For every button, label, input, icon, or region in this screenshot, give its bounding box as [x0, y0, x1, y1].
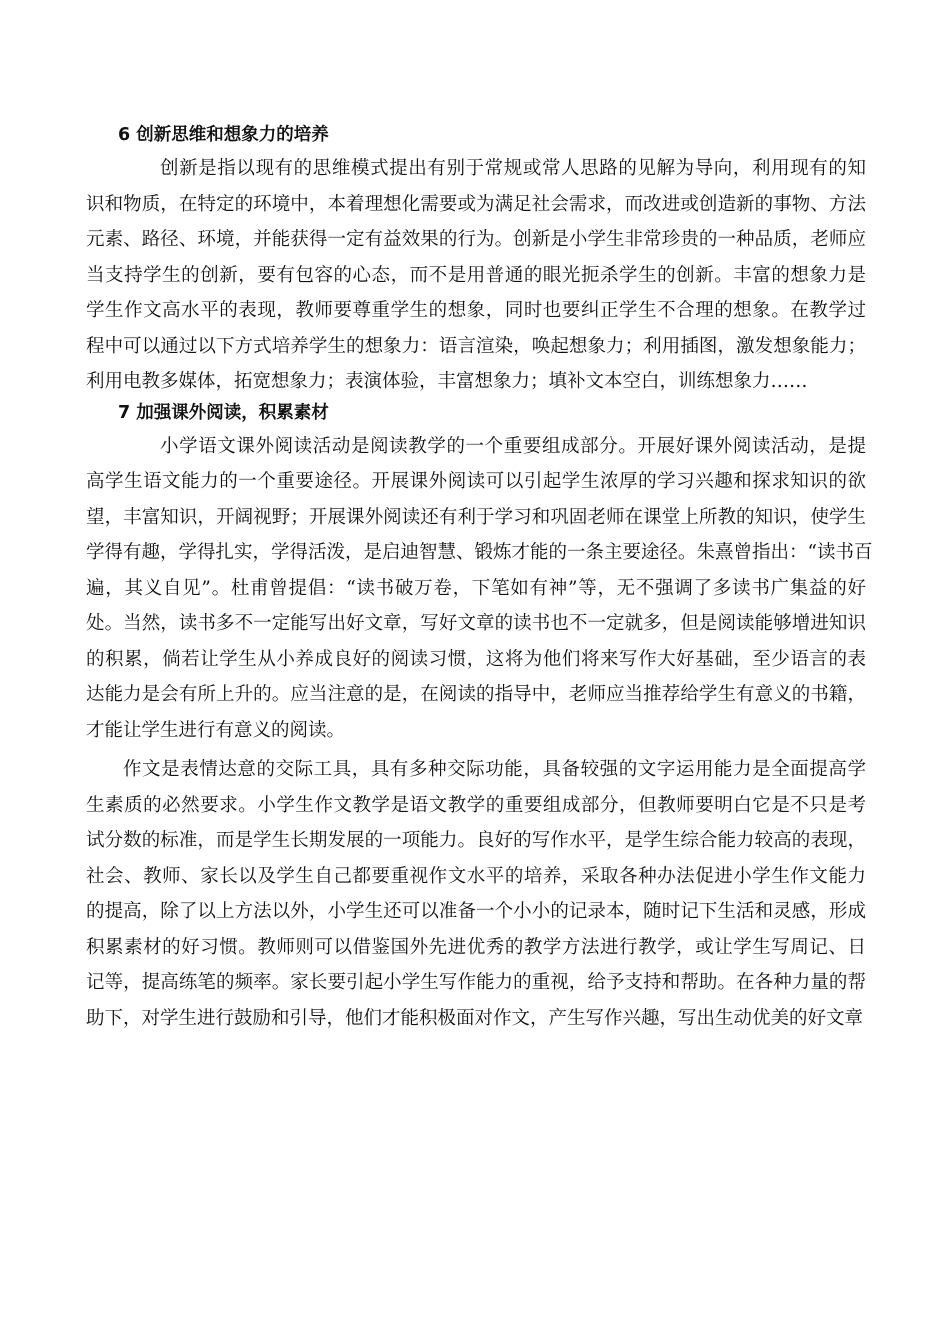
text-line: 学生作文高水平的表现，教师要尊重学生的想象，同时也要纠正学生不合理的想象。在教学过: [86, 300, 866, 321]
section-6-heading: 6 创新思维和想象力的培养: [118, 125, 329, 145]
text-line: 望，丰富知识，开阔视野；开展课外阅读还有利于学习和巩固老师在课堂上所教的知识，使学生: [86, 506, 866, 528]
text-line: 小学语文课外阅读活动是阅读教学的一个重要组成部分。开展好课外阅读活动，是提: [160, 435, 866, 457]
text-line: 程中可以通过以下方式培养学生的想象力：语言渲染，唤起想象力；利用插图，激发想象能力；: [86, 335, 866, 357]
text-line: 处。当然，读书多不一定能写出好文章，写好文章的读书也不一定就多，但是阅读能够增进知识: [86, 613, 866, 634]
text-line: 创新是指以现有的思维模式提出有别于常规或常人思路的见解为导向，利用现有的知: [160, 158, 866, 179]
text-line: 学得有趣，学得扎实，学得活泼，是启迪智慧、锻炼才能的一条主要途径。朱熹曾指出：“读书百: [86, 542, 873, 563]
section-6: [86, 124, 866, 400]
text-line: 达能力是会有所上升的。应当注意的是，在阅读的指导中，老师应当推荐给学生有意义的书籍，: [86, 684, 866, 705]
text-line: 识和物质，在特定的环境中，本着理想化需要或为满足社会需求，而改进或创造新的事物、方法: [86, 193, 866, 215]
text-line: 作文是表情达意的交际工具，具有多种交际功能，具备较强的文字运用能力是全面提高学: [123, 759, 866, 780]
section-7-heading: 7 加强课外阅读，积累素材: [118, 402, 329, 423]
text-line: 生素质的必然要求。小学生作文教学是语文教学的重要组成部分，但教师要明白它是不只是考: [86, 794, 866, 816]
text-line: 当支持学生的创新，要有包容的心态，而不是用普通的眼光扼杀学生的创新。丰富的想象力是: [86, 264, 866, 286]
text-line: 遍，其义自见”。杜甫曾提倡：“读书破万卷，下笔如有神”等，无不强调了多读书广集益的好: [86, 577, 866, 599]
text-line: 高学生语文能力的一个重要途径。开展课外阅读可以引起学生浓厚的学习兴趣和探求知识的欲: [86, 471, 866, 492]
text-line: 的积累，倘若让学生从小养成良好的阅读习惯，这将为他们将来写作大好基础，至少语言的表: [86, 648, 866, 670]
text-line: 试分数的标准，而是学生长期发展的一项能力。良好的写作水平，是学生综合能力较高的表现，: [86, 830, 866, 851]
closing-paragraph: [86, 752, 866, 1036]
text-line: 元素、路径、环境，并能获得一定有益效果的行为。创新是小学生非常珍贵的一种品质，老师应: [86, 229, 866, 250]
section-7-paragraph: [86, 429, 873, 749]
text-line: 助下，对学生进行鼓励和引导，他们才能积极面对作文，产生写作兴趣，写出生动优美的好文章: [86, 1007, 864, 1029]
text-line: 记等，提高练笔的频率。家长要引起小学生写作能力的重视，给予支持和帮助。在各种力量的帮: [86, 972, 866, 993]
text-line: 利用电教多媒体，拓宽想象力；表演体验，丰富想象力；填补文本空白，训练想象力……: [86, 371, 808, 392]
text-line: 社会、教师、家长以及学生自己都要重视作文水平的培养，采取各种办法促进小学生作文能力: [86, 865, 866, 887]
text-line: 的提高，除了以上方法以外，小学生还可以准备一个小小的记录本，随时记下生活和灵感，形成: [86, 901, 866, 922]
text-line: 才能让学生进行有意义的阅读。: [86, 719, 346, 741]
section-7: [86, 402, 873, 749]
section-6-paragraph: [86, 151, 866, 400]
document-page: [86, 124, 873, 1036]
text-line: 积累素材的好习惯。教师则可以借鉴国外先进优秀的教学方法进行教学，或让学生写周记、日: [86, 936, 866, 958]
